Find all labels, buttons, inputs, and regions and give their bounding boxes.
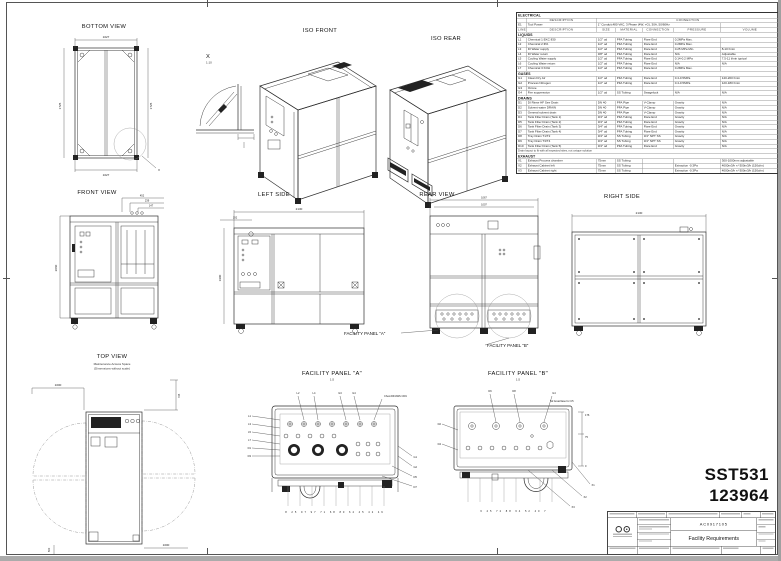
- drawing-number: AC0917105: [671, 518, 757, 531]
- rear-view: [338, 188, 578, 350]
- rear-view-dims: [430, 196, 538, 217]
- top-view-dims: [32, 380, 188, 555]
- panel-a-callout: L7: [248, 439, 251, 442]
- dim-front-a: 452: [139, 194, 145, 198]
- scan-edge-bottom: [0, 556, 781, 561]
- panel-a-callout: L4: [312, 392, 316, 395]
- dim-bottom-left: 1725: [58, 102, 62, 110]
- panel-b-drawing: [454, 406, 572, 502]
- panel-a-bottom-dims: 8 25 97 97 71 68 80 64 45 42 49: [285, 511, 385, 514]
- bottom-view-drawing: [73, 46, 160, 172]
- table-row: L2 Chemical 2 IPA 1/2" od PFA Tubing Flare End 0.2MPa Max.: [517, 42, 780, 47]
- panel-b-title: FACILITY PANEL "B": [488, 371, 548, 377]
- drawing-title: Facility Requirements: [688, 535, 739, 542]
- table-row: L1 Chemical 1 EKC 830 1/2" od PFA Tubing Flare End 0.2MPa Max.: [517, 38, 780, 43]
- panel-a-callout: L1: [248, 415, 251, 418]
- detail-ref-label: X: [158, 168, 161, 172]
- panel-b-callout: D8: [512, 390, 516, 393]
- top-view-subtitle2: (Dimensions without scale): [94, 366, 130, 371]
- iso-front-title: ISO FRONT: [302, 28, 338, 34]
- panel-a-note: Chem/DI/AWS CDU: [384, 395, 408, 398]
- facility-table: [516, 12, 779, 182]
- table-row: D2 Solvent water DRAIN DN 40 PFA Pipe V-Clamp Gravity N/A: [517, 106, 780, 111]
- panel-a-callout: G1: [413, 456, 417, 459]
- dim-front-c: 147: [148, 204, 154, 208]
- panel-b-callout: X1: [591, 484, 595, 487]
- table-section-row: LIQUIDS: [517, 32, 780, 37]
- dim-top-front: 1000: [54, 383, 62, 387]
- panel-a-drawing: [272, 406, 398, 506]
- table-row: D9 Tray Drain T3/T4 3/4" od SS Tubing 3/4" NPT SS Gravity N/A: [517, 139, 780, 144]
- table-section-row: ELECTRICAL: [517, 13, 780, 19]
- iso-rear-title: ISO REAR: [430, 36, 462, 42]
- model-labels: [655, 464, 769, 507]
- dim-top-side2: 500: [48, 547, 51, 553]
- table-row: G1 Clean Dry Air 1/2" od PFA Tubing Flare End 0.4-0.5MPa 140-200 l/min: [517, 76, 780, 81]
- panel-a-title: FACILITY PANEL "A": [302, 371, 362, 377]
- detail-x-drawing: [196, 84, 254, 148]
- bottom-view: [28, 18, 180, 183]
- dim-top-side: 735: [178, 393, 181, 399]
- facility-table-grid: [516, 12, 780, 174]
- dim-top-rear: 1000: [162, 543, 170, 547]
- panel-b-dim: 176: [585, 414, 590, 417]
- title-block-bottom-row: [608, 546, 775, 554]
- panel-a-callout: D7: [413, 486, 417, 489]
- frame-tick: [497, 0, 498, 7]
- panel-b-callout: D4: [437, 443, 441, 446]
- rear-view-drawing: [430, 216, 540, 338]
- panel-a-callout: G2: [413, 466, 417, 469]
- front-view-drawing: [70, 212, 158, 330]
- panel-a-callout: L2: [296, 392, 300, 395]
- table-note-row: Drain layout to fit with all expected sites, not unique solution: [517, 149, 780, 154]
- detail-x-scale: 1:10: [206, 60, 212, 65]
- panel-a-callout: D5: [413, 476, 417, 479]
- table-row: D6 Tank Filter Drain (Tank 3) 3/4" od PFA Tubing Flare End Gravity N/A: [517, 125, 780, 130]
- frame-tick: [497, 548, 498, 555]
- company-logo: [608, 518, 638, 546]
- table-row: G4 Fire suppression 1/2" od SS Tubing Swagelock N/A N/A: [517, 91, 780, 96]
- facility-panel-b-view: [432, 366, 604, 514]
- table-row: L3 DI Water supply 1/2" od PFA Tubing Flare End 0.25 MPa Min. 8-10 l/min: [517, 47, 780, 52]
- iso-rear-drawing: [388, 66, 508, 208]
- table-row: L5 Cooling Water supply 1/2" od PFA Tubing Flare End 0.14-0.2 MPa 7.5-11 l/min typical: [517, 57, 780, 62]
- iso-rear-view: [378, 28, 510, 188]
- bottom-view-title: BOTTOM VIEW: [81, 24, 127, 30]
- table-row: G3 Ozone: [517, 86, 780, 91]
- panel-b-callout: D2: [437, 423, 441, 426]
- dim-bottom-top: 1027: [102, 35, 110, 39]
- table-row: G2 Process Nitrogen 1/2" od PFA Tubing Flare End 0.4-0.5MPa 120-180 l/min: [517, 81, 780, 86]
- dim-right-depth: 2130: [635, 211, 643, 215]
- iso-front-drawing: [258, 62, 378, 204]
- panel-a-callout: L3: [248, 423, 251, 426]
- top-view-title: TOP VIEW: [96, 354, 128, 360]
- top-view: [24, 348, 196, 556]
- rear-view-title: REAR VIEW: [419, 192, 455, 198]
- table-row: E1 Tool Power 1" Conduit,480 VAC, 3 Phase (4W, +G), 30A, 50/60Hz: [517, 23, 780, 28]
- frame-tick: [3, 278, 10, 279]
- dim-left-height: 1900: [218, 274, 222, 282]
- detail-x-label: X: [206, 54, 211, 60]
- panel-a-callouts: [248, 391, 418, 514]
- panel-b-note: N2 Area/Vase for C5: [550, 400, 574, 403]
- top-view-drawing: [33, 412, 195, 544]
- right-side-view: [556, 190, 724, 340]
- panel-b-dim: 0: [585, 465, 587, 468]
- right-side-drawing: [572, 227, 706, 335]
- front-view: [52, 186, 184, 340]
- title-block-mid-cells: [638, 518, 672, 546]
- panel-a-callout: D1: [247, 447, 251, 450]
- panel-b-callout: X2: [583, 496, 587, 499]
- table-row: D8 Tray Drain T1/T2 3/4" od SS Tubing 3/4" NPT SS Gravity N/A: [517, 134, 780, 139]
- panel-b-callouts: [438, 389, 596, 513]
- panel-a-scale: 1:5: [329, 377, 335, 382]
- dim-front-b: 239: [144, 199, 150, 203]
- dim-front-height: 2060: [54, 264, 58, 272]
- panel-b-callout: G4: [552, 392, 556, 395]
- right-side-dims: [572, 211, 706, 232]
- panel-a-callout: G4: [352, 392, 356, 395]
- model-number: 123964: [709, 486, 769, 506]
- table-section-row: DRAINS: [517, 96, 780, 101]
- left-side-title: LEFT SIDE: [258, 192, 290, 198]
- right-side-title: RIGHT SIDE: [603, 194, 641, 200]
- table-header-row: DESCRIPTION CONNECTION: [517, 18, 780, 23]
- title-block-right-cells: [757, 518, 775, 546]
- dim-left-small: 192: [232, 216, 238, 220]
- panel-b-dim: 75: [585, 436, 588, 439]
- panel-b-bottom-dims: 6 45 72 88 64 52 40 7: [480, 510, 548, 513]
- table-row: X3 Exhaust Cabinet right 75mm SS Tubing Extraction -0.3Pa 4000m3/h +/-300m3/h (150cfm): [517, 169, 780, 174]
- table-row: D1 DI Rinse HF See Drain DN 40 PFA Pipe V-Clamp Gravity N/A: [517, 101, 780, 106]
- panel-a-callout: L5: [248, 431, 251, 434]
- facility-panel-a-callout: FACILITY PANEL "A": [344, 331, 386, 336]
- frame-tick: [207, 0, 208, 7]
- front-view-dims: [54, 194, 164, 319]
- table-section-row: EXHAUST: [517, 154, 780, 159]
- top-view-subtitle1: Maintenance Access Space: [93, 362, 131, 366]
- table-row: D7 Tank Filter Drain (Tank 4) 3/4" od PFA Tubing Flare End Gravity N/A: [517, 130, 780, 135]
- table-header-row: LINE DESCRIPTION SIZE MATERIAL CONNECTION PRESSURE VOLUME: [517, 28, 780, 33]
- panel-b-callout: D6: [488, 390, 492, 393]
- title-block: [607, 511, 776, 555]
- dim-bottom-bottom: 1027: [102, 173, 110, 177]
- panel-b-scale: 1:5: [515, 377, 521, 382]
- panel-b-callout: X3: [571, 506, 575, 509]
- table-row: L6 Cooling Water return 1/2" od PFA Tubing Flare End N/A N/A: [517, 62, 780, 67]
- model-name: SST531: [704, 465, 769, 484]
- front-view-title: FRONT VIEW: [77, 190, 117, 196]
- iso-front-view: [248, 22, 378, 184]
- logo-circle: [623, 526, 630, 533]
- panel-a-callout: D3: [247, 455, 251, 458]
- facility-panel-a-view: [242, 366, 422, 516]
- table-row: L4 DI Water return 3/8" od PFA Tubing Flare End N/A Adjustable: [517, 52, 780, 57]
- dim-left-depth: 2130: [295, 207, 303, 211]
- panel-a-callout: G3: [338, 392, 342, 395]
- dim-bottom-right: 1725: [149, 102, 153, 110]
- dim-rear-inner: 1007: [481, 203, 487, 207]
- table-row: L7 Chemical 3 KOH 1/2" od PFA Tubing Flare End 0.2MPa Max.: [517, 66, 780, 71]
- table-row: D3 General solvent drain DN 40 PFA Pipe V-Clamp Gravity N/A: [517, 111, 780, 116]
- table-row: D5 Tank Filter Drain (Tank 2) 3/4" od PFA Tubing Flare End Gravity N/A: [517, 120, 780, 125]
- dim-rear-outer: 1067: [481, 196, 487, 200]
- table-row: X1 Exhaust Process chamber 75mm SS Tubing 300-1000mm adjustable: [517, 159, 780, 164]
- table-row: X2 Exhaust Cabinet left 75mm SS Tubing Extraction -0.3Pa 4000m3/h +/-300m3/h (150cfm): [517, 164, 780, 169]
- facility-panel-b-callout: FACILITY PANEL "B": [487, 343, 529, 348]
- table-row: D10 Tank Filter Drain (Tank 5) 3/4" od PFA Tubing Flare End Gravity N/A: [517, 144, 780, 149]
- table-section-row: GASES: [517, 71, 780, 76]
- frame-tick: [207, 548, 208, 555]
- table-row: D4 Tank Filter Drain (Tank 1) 3/4" od PFA Tubing Flare End Gravity N/A: [517, 115, 780, 120]
- panel-b-dims: [578, 412, 590, 468]
